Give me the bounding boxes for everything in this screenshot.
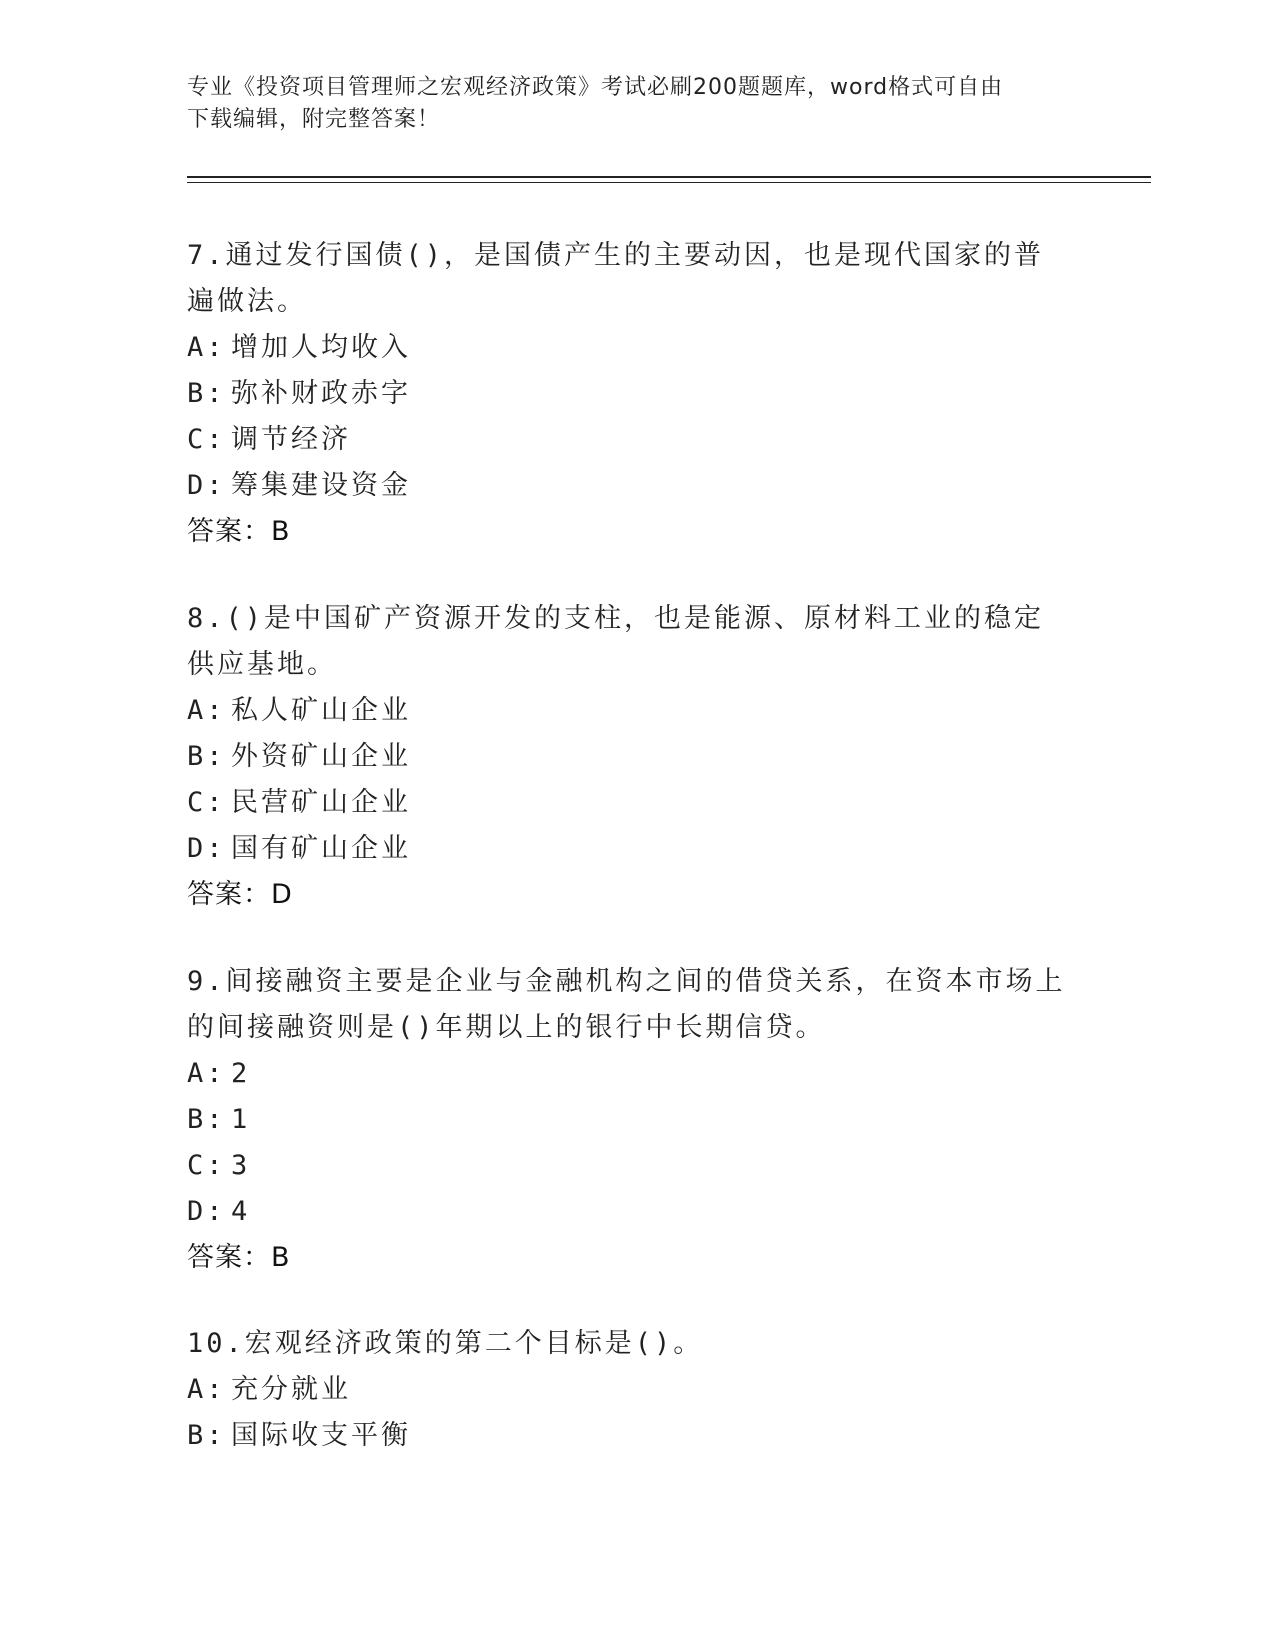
- option-c: [187, 417, 1087, 463]
- question-7: [187, 233, 1087, 555]
- option-letter: D:: [187, 1196, 226, 1227]
- option-letter: C:: [187, 1150, 226, 1181]
- option-letter: A:: [187, 1374, 226, 1405]
- option-text: 国有矿山企业: [231, 833, 411, 864]
- question-9: [187, 959, 1087, 1281]
- option-b: [187, 1413, 1087, 1459]
- answer-line: 答案：B: [187, 1242, 291, 1273]
- option-text: 3: [231, 1150, 251, 1181]
- option-text: 4: [231, 1196, 251, 1227]
- option-text: 筹集建设资金: [231, 470, 411, 501]
- option-letter: A:: [187, 695, 226, 726]
- option-letter: B:: [187, 741, 226, 772]
- option-b: [187, 371, 1087, 417]
- option-letter: C:: [187, 424, 226, 455]
- answer-line: 答案：D: [187, 879, 293, 910]
- option-letter: D:: [187, 470, 226, 501]
- option-letter: B:: [187, 378, 226, 409]
- question-8: [187, 596, 1087, 918]
- question-stem: 9.间接融资主要是企业与金融机构之间的借贷关系，在资本市场上的间接融资则是()年期以上的银行中长期信贷。: [187, 966, 1066, 1043]
- question-10: [187, 1321, 1087, 1459]
- option-text: 私人矿山企业: [231, 695, 411, 726]
- question-stem: 10.宏观经济政策的第二个目标是()。: [187, 1328, 704, 1359]
- option-d: [187, 463, 1087, 509]
- option-letter: D:: [187, 833, 226, 864]
- option-b: [187, 1097, 1087, 1143]
- option-text: 外资矿山企业: [231, 741, 411, 772]
- option-c: [187, 780, 1087, 826]
- question-stem: 8.()是中国矿产资源开发的支柱，也是能源、原材料工业的稳定供应基地。: [187, 603, 1045, 680]
- header-line-2: 下载编辑，附完整答案！: [187, 107, 441, 132]
- option-a: [187, 325, 1087, 371]
- option-letter: A:: [187, 332, 226, 363]
- option-text: 调节经济: [231, 424, 351, 455]
- option-text: 2: [231, 1058, 251, 1089]
- option-a: [187, 1051, 1087, 1097]
- option-text: 增加人均收入: [231, 332, 411, 363]
- option-a: [187, 688, 1087, 734]
- answer-line: 答案：B: [187, 516, 291, 547]
- option-d: [187, 826, 1087, 872]
- question-stem: 7.通过发行国债()，是国债产生的主要动因，也是现代国家的普遍做法。: [187, 240, 1045, 317]
- option-b: [187, 734, 1087, 780]
- option-text: 充分就业: [231, 1374, 351, 1405]
- header-divider-thick: [187, 176, 1151, 178]
- option-letter: A:: [187, 1058, 226, 1089]
- option-text: 弥补财政赤字: [231, 378, 411, 409]
- option-text: 国际收支平衡: [231, 1420, 411, 1451]
- header-line-1: 专业《投资项目管理师之宏观经济政策》考试必刷200题题库，word格式可自由: [187, 75, 1004, 100]
- document-header: [187, 72, 1087, 136]
- option-letter: C:: [187, 787, 226, 818]
- option-a: [187, 1367, 1087, 1413]
- option-letter: B:: [187, 1420, 226, 1451]
- option-text: 1: [231, 1104, 251, 1135]
- option-c: [187, 1143, 1087, 1189]
- option-d: [187, 1189, 1087, 1235]
- header-divider-thin: [187, 182, 1151, 183]
- option-letter: B:: [187, 1104, 226, 1135]
- option-text: 民营矿山企业: [231, 787, 411, 818]
